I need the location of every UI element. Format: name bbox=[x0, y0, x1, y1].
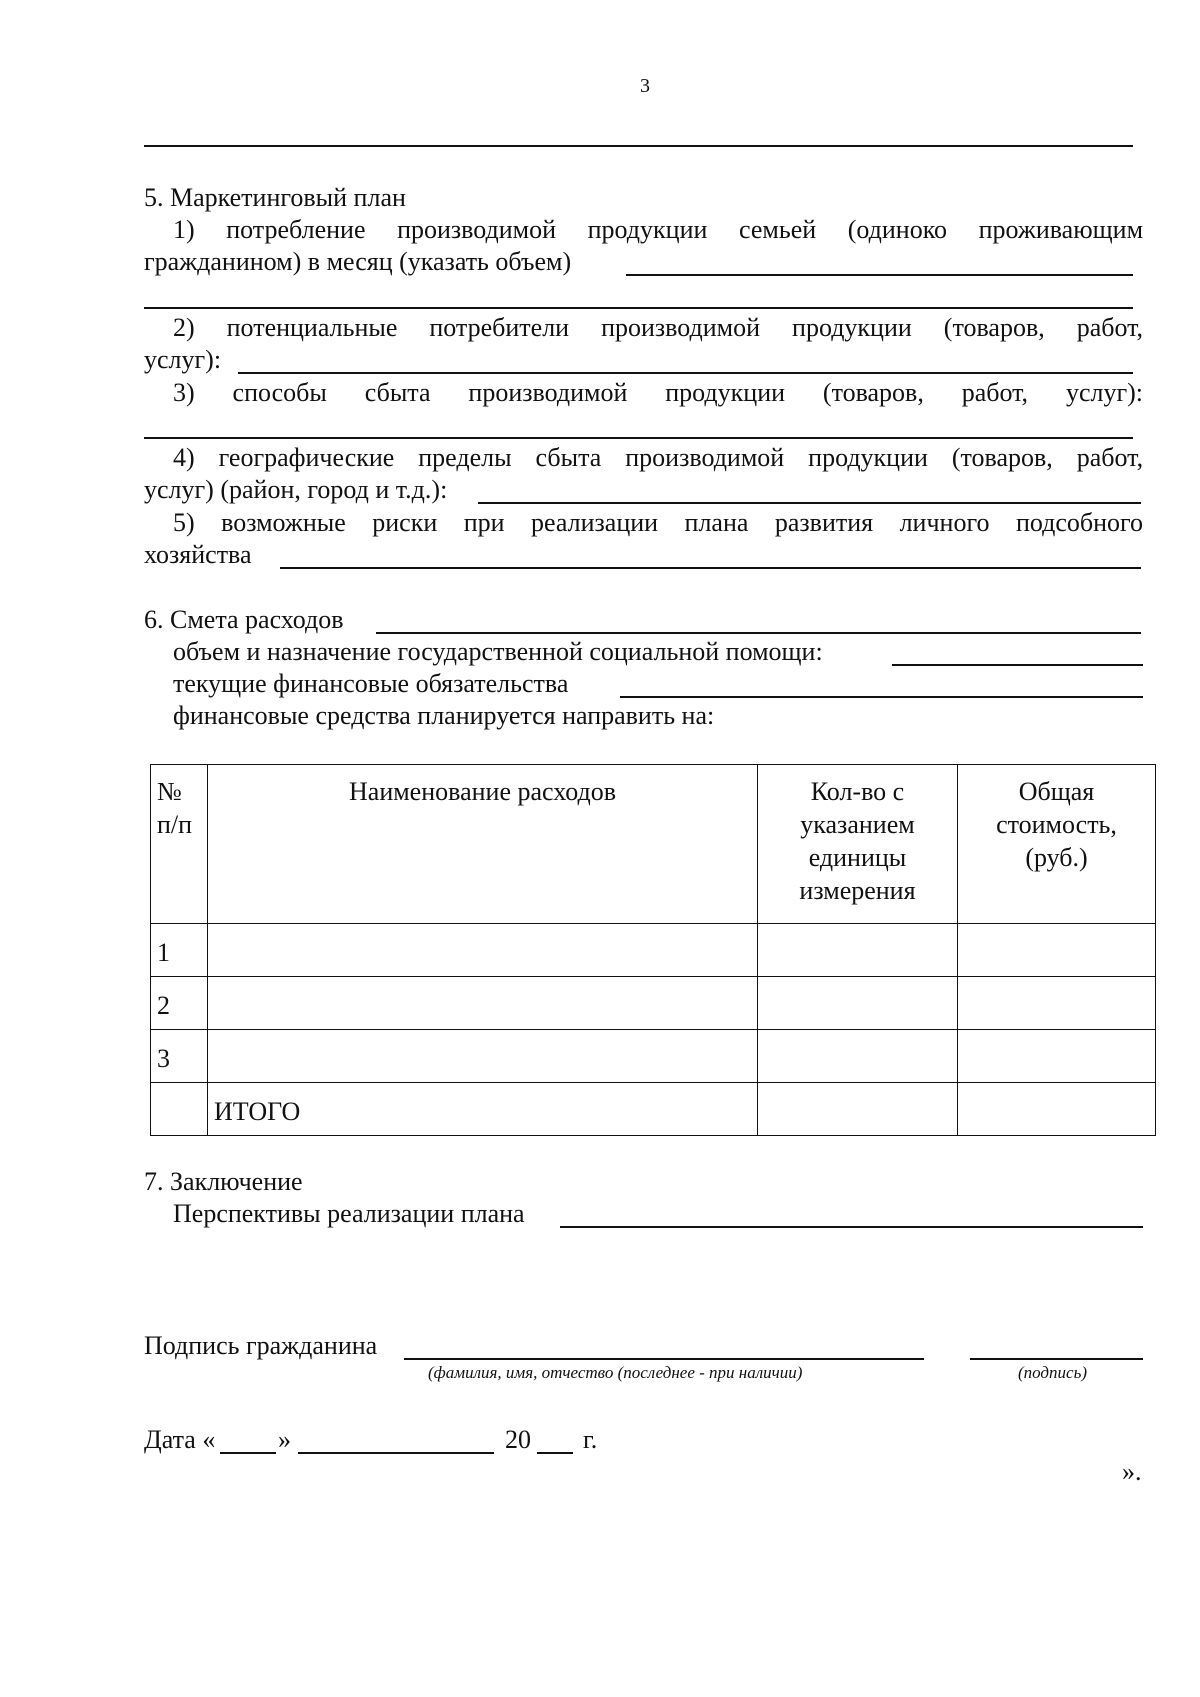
cell-name[interactable] bbox=[208, 924, 758, 977]
header-line: п/п bbox=[157, 810, 193, 839]
section7-line1: Перспективы реализации плана bbox=[173, 1199, 525, 1228]
word: потребители bbox=[429, 313, 570, 342]
word: 4) bbox=[173, 443, 195, 472]
fill-line[interactable] bbox=[560, 1226, 1143, 1228]
header-number bbox=[151, 765, 208, 924]
word: пределы bbox=[418, 443, 512, 472]
header-line: (руб.) bbox=[1025, 843, 1088, 872]
signature-name-caption: (фамилия, имя, отчество (последнее - при наличии) bbox=[428, 1363, 803, 1382]
fill-line[interactable] bbox=[376, 632, 1141, 634]
section5-item5-line1 bbox=[144, 507, 1143, 539]
cell-quantity[interactable] bbox=[758, 1083, 958, 1136]
word: работ, bbox=[961, 378, 1029, 407]
fill-line[interactable] bbox=[892, 664, 1143, 666]
section5-item5-line2: хозяйства bbox=[144, 540, 252, 569]
word: при bbox=[463, 508, 505, 537]
fill-line[interactable] bbox=[626, 274, 1133, 276]
word: 5) возможные bbox=[173, 508, 346, 537]
header-line: Наименование расходов bbox=[349, 777, 616, 806]
table-total-row bbox=[151, 1083, 1156, 1136]
cell-name[interactable] bbox=[208, 977, 758, 1030]
cell-number: 1 bbox=[151, 924, 208, 977]
cell-quantity[interactable] bbox=[758, 1030, 958, 1083]
header-line: измерения bbox=[799, 876, 916, 905]
date-year-suffix: г. bbox=[583, 1425, 598, 1454]
section7-title: 7. Заключение bbox=[144, 1167, 303, 1196]
cell-name[interactable] bbox=[208, 1030, 758, 1083]
word: продукции bbox=[792, 313, 912, 342]
fill-line[interactable] bbox=[620, 696, 1143, 698]
date-year-prefix: 20 bbox=[505, 1425, 531, 1454]
word: работ, bbox=[1076, 313, 1144, 342]
word: подсобного bbox=[1015, 508, 1144, 537]
section5-item4-line1 bbox=[144, 442, 1143, 474]
header-line: № bbox=[157, 777, 182, 806]
header-rule bbox=[144, 145, 1133, 147]
word: (товаров, bbox=[951, 443, 1053, 472]
table-row bbox=[151, 924, 1156, 977]
word: географические bbox=[218, 443, 395, 472]
word: производимой bbox=[625, 443, 785, 472]
word: услуг): bbox=[1065, 378, 1143, 407]
section6-line2: текущие финансовые обязательства bbox=[173, 669, 569, 698]
word: сбыта bbox=[364, 378, 431, 407]
header-line: стоимость, bbox=[996, 810, 1117, 839]
word: реализации bbox=[531, 508, 659, 537]
header-cost bbox=[958, 765, 1156, 924]
header-line: единицы bbox=[808, 843, 907, 872]
cell-number: 3 bbox=[151, 1030, 208, 1083]
word: 2) потенциальные bbox=[173, 313, 398, 342]
cell-quantity[interactable] bbox=[758, 924, 958, 977]
word: производимой bbox=[397, 215, 557, 244]
header-line: Общая bbox=[1018, 777, 1095, 806]
word: риски bbox=[372, 508, 438, 537]
word: (товаров, bbox=[943, 313, 1045, 342]
signature-label: Подпись гражданина bbox=[144, 1331, 378, 1360]
date-year-line[interactable] bbox=[537, 1452, 573, 1454]
header-quantity bbox=[758, 765, 958, 924]
word: 3) способы bbox=[173, 378, 327, 407]
section5-item1-line1 bbox=[144, 214, 1143, 246]
section6-line3: финансовые средства планируется направить на: bbox=[173, 701, 715, 730]
header-line: Кол-во с bbox=[810, 777, 905, 806]
word: продукции bbox=[665, 378, 786, 407]
cell-cost[interactable] bbox=[958, 924, 1156, 977]
page-number: 3 bbox=[640, 75, 650, 97]
word: проживающим bbox=[978, 215, 1144, 244]
word: сбыта bbox=[535, 443, 602, 472]
word: (товаров, bbox=[822, 378, 924, 407]
header-line: указанием bbox=[800, 810, 915, 839]
cell-cost[interactable] bbox=[958, 1030, 1156, 1083]
word: семьей bbox=[738, 215, 817, 244]
section5-item2-line1 bbox=[144, 312, 1143, 344]
expenses-table bbox=[150, 764, 1156, 1136]
table-row bbox=[151, 1030, 1156, 1083]
table-row bbox=[151, 977, 1156, 1030]
fill-line[interactable] bbox=[238, 372, 1133, 374]
fill-line[interactable] bbox=[144, 437, 1133, 439]
word: работ, bbox=[1076, 443, 1144, 472]
section6-line1: объем и назначение государственной социальной помощи: bbox=[173, 637, 823, 666]
cell-number bbox=[151, 1083, 208, 1136]
fill-line[interactable] bbox=[478, 502, 1141, 504]
word: производимой bbox=[468, 378, 628, 407]
word: развития bbox=[774, 508, 874, 537]
section5-item4-line2: услуг) (район, город и т.д.): bbox=[144, 475, 448, 504]
word: продукции bbox=[808, 443, 928, 472]
date-day-line[interactable] bbox=[220, 1452, 276, 1454]
date-close-quote: » bbox=[278, 1425, 291, 1454]
word: продукции bbox=[587, 215, 708, 244]
date-month-line[interactable] bbox=[298, 1452, 494, 1454]
cell-cost[interactable] bbox=[958, 1083, 1156, 1136]
header-name bbox=[208, 765, 758, 924]
section5-title: 5. Маркетинговый план bbox=[144, 183, 406, 212]
section6-title: 6. Смета расходов bbox=[144, 605, 344, 634]
cell-number: 2 bbox=[151, 977, 208, 1030]
signature-sign-caption: (подпись) bbox=[1018, 1363, 1087, 1382]
fill-line[interactable] bbox=[280, 567, 1141, 569]
word: производимой bbox=[601, 313, 761, 342]
section5-item3-line1 bbox=[144, 377, 1143, 409]
section5-item2-line2: услуг): bbox=[144, 345, 222, 374]
cell-cost[interactable] bbox=[958, 977, 1156, 1030]
cell-total-label: ИТОГО bbox=[208, 1083, 758, 1136]
date-label: Дата « bbox=[144, 1425, 216, 1454]
word: 1) потребление bbox=[173, 215, 366, 244]
closing-quote: ». bbox=[1122, 1457, 1142, 1486]
fill-line[interactable] bbox=[144, 307, 1133, 309]
word: личного bbox=[899, 508, 990, 537]
section5-item1-line2: гражданином) в месяц (указать объем) bbox=[144, 247, 572, 276]
table-header-row bbox=[151, 765, 1156, 924]
word: (одиноко bbox=[847, 215, 948, 244]
cell-quantity[interactable] bbox=[758, 977, 958, 1030]
word: плана bbox=[684, 508, 749, 537]
